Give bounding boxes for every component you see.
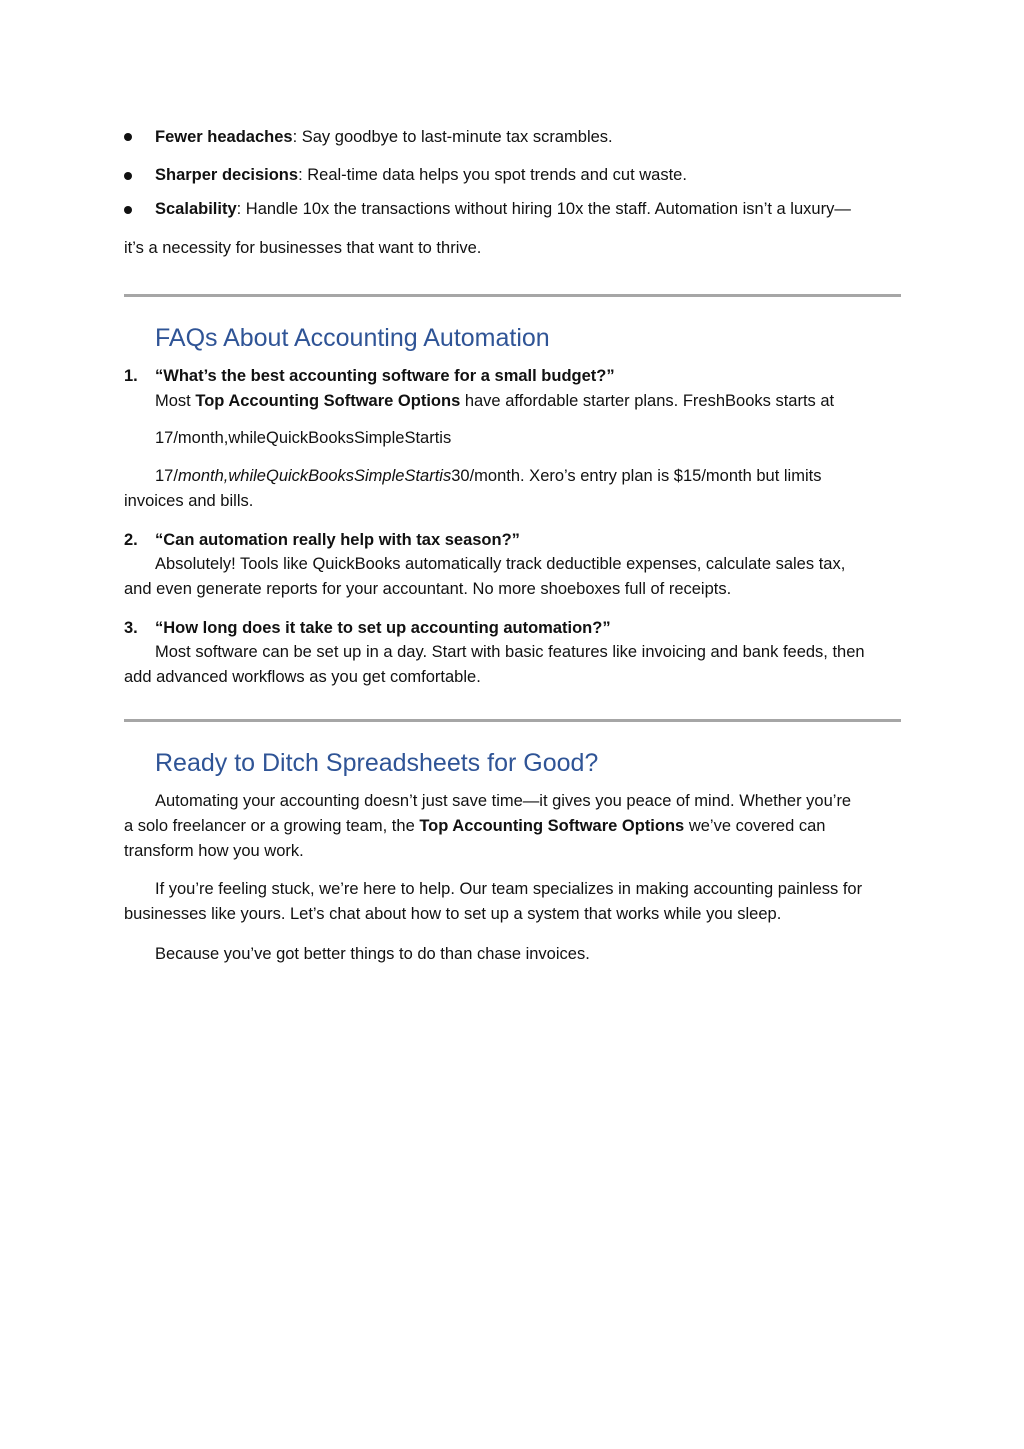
paragraph-line: Automating your accounting doesn’t just save time—it gives you peace of mind. Whether you’re xyxy=(155,792,852,810)
closing-paragraph-3: Because you’ve got better things to do than chase invoices. xyxy=(155,945,590,963)
faq-answer-line: Most software can be set up in a day. Start with basic features like invoicing and bank feeds, then xyxy=(155,643,865,661)
faq-heading: FAQs About Accounting Automation xyxy=(155,324,550,352)
bullet-icon xyxy=(124,172,132,180)
faq-number: 2. xyxy=(124,531,138,549)
bullet-icon xyxy=(124,133,132,141)
benefit-continuation: it’s a necessity for businesses that want to thrive. xyxy=(124,239,482,257)
faq-answer-line: and even generate reports for your accountant. No more shoeboxes full of receipts. xyxy=(124,580,732,598)
paragraph-line: If you’re feeling stuck, we’re here to help. Our team specializes in making accounting painless for xyxy=(155,880,863,898)
faq-question: “Can automation really help with tax season?” xyxy=(155,531,520,549)
faq-answer-line: add advanced workflows as you get comfortable. xyxy=(124,668,481,686)
horizontal-rule xyxy=(124,294,901,297)
faq-number: 3. xyxy=(124,619,138,637)
faq-question: “How long does it take to set up accounting automation?” xyxy=(155,619,611,637)
benefit-item: Fewer headaches: Say goodbye to last-minute tax scrambles. xyxy=(155,128,613,146)
horizontal-rule xyxy=(124,719,901,722)
faq-answer-line: Absolutely! Tools like QuickBooks automatically track deductible expenses, calculate sales tax, xyxy=(155,555,846,573)
faq-number: 1. xyxy=(124,367,138,385)
paragraph-line: transform how you work. xyxy=(124,842,304,860)
paragraph-line: businesses like yours. Let’s chat about how to set up a system that works while you sleep. xyxy=(124,905,782,923)
paragraph-line: a solo freelancer or a growing team, the Top Accounting Software Options we’ve covered can xyxy=(124,817,826,835)
benefit-item: Scalability: Handle 10x the transactions without hiring 10x the staff. Automation isn’t a luxury— xyxy=(155,200,851,218)
faq-answer-line: 17/month,whileQuickBooksSimpleStartis xyxy=(155,429,452,447)
faq-answer-line: Most Top Accounting Software Options have affordable starter plans. FreshBooks starts at xyxy=(155,392,835,410)
faq-answer-line: 17/month,whileQuickBooksSimpleStartis30/month. Xero’s entry plan is $15/month but limits xyxy=(155,467,822,485)
faq-question: “What’s the best accounting software for a small budget?” xyxy=(155,367,615,385)
closing-heading: Ready to Ditch Spreadsheets for Good? xyxy=(155,749,599,777)
faq-answer-line: invoices and bills. xyxy=(124,492,254,510)
bullet-icon xyxy=(124,206,132,214)
benefit-item: Sharper decisions: Real-time data helps you spot trends and cut waste. xyxy=(155,166,687,184)
